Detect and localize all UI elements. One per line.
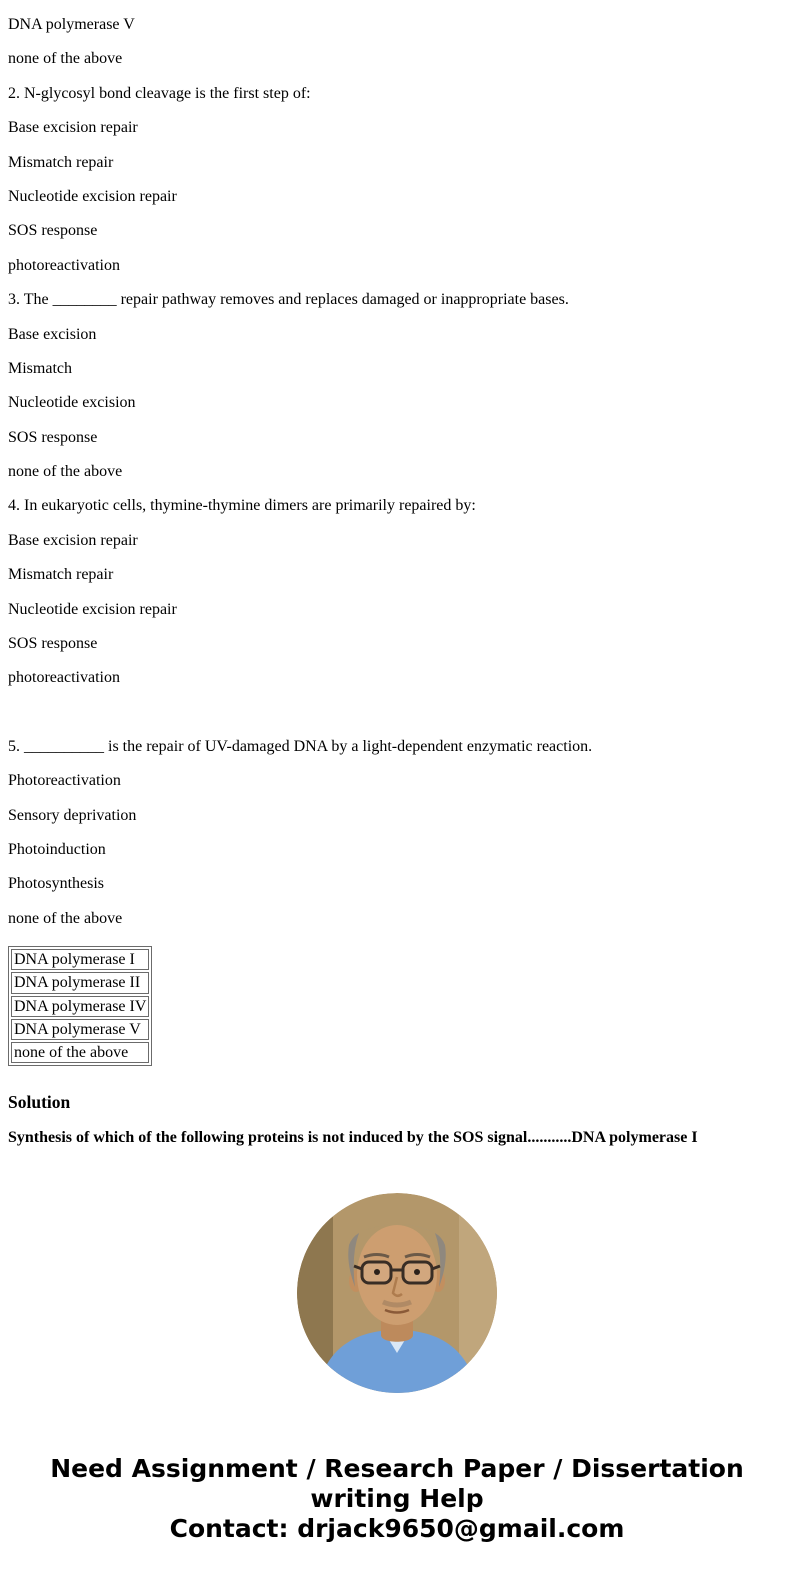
option-line: Mismatch repair [8, 566, 114, 584]
option-line: Mismatch repair [8, 153, 114, 171]
option-line: SOS response [8, 428, 98, 446]
option-line: Nucleotide excision [8, 394, 136, 412]
option-line: photoreactivation [8, 256, 120, 274]
question-2-text: 2. N-glycosyl bond cleavage is the first step of: [8, 84, 311, 102]
question-3-text: 3. The ________ repair pathway removes and replaces damaged or inappropriate bases. [8, 291, 569, 309]
eye [374, 1269, 380, 1275]
question-4-text: 4. In eukaryotic cells, thymine-thymine dimers are primarily repaired by: [8, 497, 476, 515]
option-line: photoreactivation [8, 669, 120, 687]
option-line: none of the above [8, 463, 123, 481]
question-5-text: 5. __________ is the repair of UV-damaged DNA by a light-dependent enzymatic reaction. [8, 737, 593, 755]
tutor-photo [297, 1193, 497, 1393]
eye [414, 1269, 420, 1275]
table-row [11, 972, 149, 993]
option-line: Photoreactivation [8, 772, 121, 790]
polymerase-options-table [8, 946, 152, 1066]
blank-line [8, 704, 786, 722]
option-line: SOS response [8, 222, 98, 240]
table-cell: DNA polymerase I [11, 949, 149, 970]
option-line: Photoinduction [8, 840, 106, 858]
avatar-container [8, 1193, 786, 1398]
table-cell: DNA polymerase II [11, 972, 149, 993]
option-line: Base excision [8, 325, 97, 343]
option-line: SOS response [8, 635, 98, 653]
table-cell: none of the above [11, 1042, 149, 1063]
table-row [11, 1042, 149, 1063]
option-line: Nucleotide excision repair [8, 600, 177, 618]
option-line: none of the above [8, 909, 123, 927]
footer-help-text: Need Assignment / Research Paper / Dissertation writing Help [50, 1454, 744, 1514]
footer-help-banner [8, 1454, 786, 1544]
document-page [0, 16, 794, 1574]
option-line: none of the above [8, 50, 123, 68]
footer-contact-email: Contact: drjack9650@gmail.com [169, 1514, 625, 1544]
option-line: Nucleotide excision repair [8, 187, 177, 205]
option-line: Photosynthesis [8, 875, 105, 893]
option-line: Base excision repair [8, 119, 138, 137]
photo-background-panel [297, 1193, 333, 1393]
table-row [11, 1019, 149, 1040]
option-line: DNA polymerase V [8, 16, 135, 33]
table-row [11, 949, 149, 970]
option-line: Mismatch [8, 359, 72, 377]
option-line: Sensory deprivation [8, 806, 137, 824]
table-cell: DNA polymerase V [11, 1019, 149, 1040]
table-row [11, 996, 149, 1017]
table-cell: DNA polymerase IV [11, 996, 149, 1017]
option-line: Base excision repair [8, 531, 138, 549]
solution-heading: Solution [8, 1092, 71, 1113]
solution-text: Synthesis of which of the following proteins is not induced by the SOS signal...........DNA polymerase I [8, 1129, 698, 1147]
